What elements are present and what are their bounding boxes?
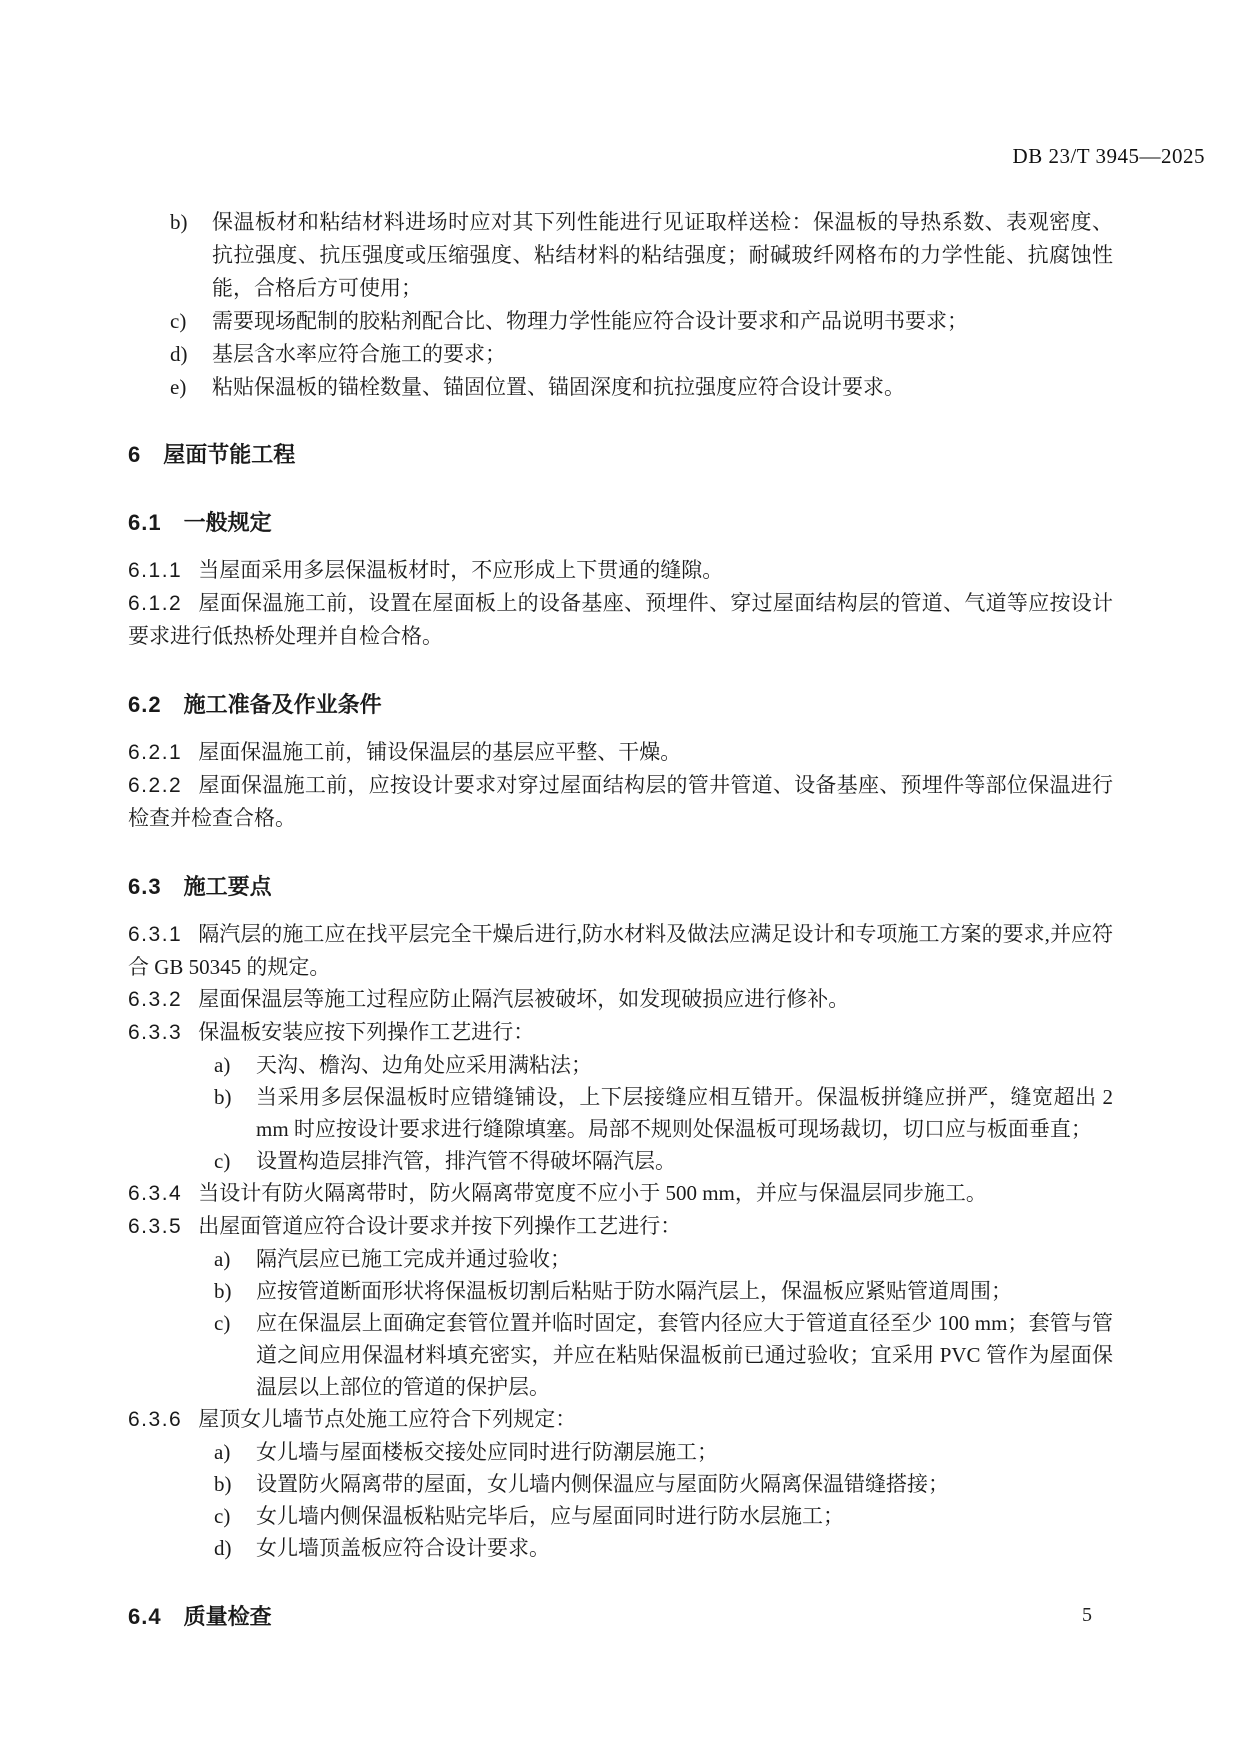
- item-label: d): [214, 1536, 232, 1560]
- list-item-b: [128, 1081, 1113, 1145]
- item-text: 当采用多层保温板时应错缝铺设，上下层接缝应相互错开。保温板拼缝应拼严，缝宽超出 2 mm 时应按设计要求进行缝隙填塞。局部不规则处保温板可现场裁切，切口应与板面垂直；: [256, 1085, 1113, 1141]
- section-6.1: [128, 508, 1113, 538]
- clause-number: 6.1.2: [128, 592, 183, 615]
- item-text: 女儿墙与屋面楼板交接处应同时进行防潮层施工；: [256, 1440, 718, 1464]
- item-text: 需要现场配制的胶粘剂配合比、物理力学性能应符合设计要求和产品说明书要求；: [212, 309, 968, 333]
- item-text: 粘贴保温板的锚栓数量、锚固位置、锚固深度和抗拉强度应符合设计要求。: [212, 375, 905, 399]
- item-label: b): [170, 210, 188, 234]
- heading-number: 6.3: [128, 874, 162, 899]
- item-label: c): [214, 1504, 231, 1528]
- item-text: 天沟、檐沟、边角处应采用满粘法；: [256, 1053, 592, 1077]
- clause-number: 6.3.4: [128, 1182, 183, 1205]
- doc-body: [0, 168, 1241, 1632]
- clause-number: 6.2.1: [128, 741, 183, 764]
- list-item-a: [128, 1049, 1113, 1081]
- clause-number: 6.3.1: [128, 923, 183, 946]
- item-label: e): [170, 375, 187, 399]
- section-6.2: [128, 690, 1113, 720]
- clause-number: 6.3.6: [128, 1408, 183, 1431]
- chapter-6: [128, 440, 1113, 470]
- list-item-b: [128, 1275, 1113, 1307]
- list-item-d: [128, 338, 1113, 371]
- item-text: 设置防火隔离带的屋面，女儿墙内侧保温应与屋面防火隔离保温错缝搭接；: [256, 1472, 949, 1496]
- item-text: 女儿墙内侧保温板粘贴完毕后，应与屋面同时进行防水层施工；: [256, 1504, 844, 1528]
- list-item-c: [128, 305, 1113, 338]
- list-item-e: [128, 371, 1113, 404]
- list-item-c: [128, 1500, 1113, 1532]
- clause-6.3.1: [128, 918, 1113, 983]
- item-text: 隔汽层应已施工完成并通过验收；: [256, 1247, 571, 1271]
- item-label: b): [214, 1279, 232, 1303]
- clause-6.2.1: [128, 736, 1113, 769]
- clause-6.3.5: [128, 1210, 1113, 1243]
- clause-text: 屋面保温施工前，铺设保温层的基层应平整、干燥。: [198, 740, 682, 764]
- list-item-c: [128, 1145, 1113, 1177]
- item-text: 设置构造层排汽管，排汽管不得破坏隔汽层。: [256, 1149, 676, 1173]
- item-label: b): [214, 1472, 232, 1496]
- item-label: b): [214, 1085, 232, 1109]
- heading-number: 6: [128, 442, 142, 467]
- clause-text: 屋面保温层等施工过程应防止隔汽层被破坏，如发现破损应进行修补。: [198, 987, 850, 1011]
- section-6.3: [128, 872, 1113, 902]
- item-label: a): [214, 1053, 231, 1077]
- clause-6.1.1: [128, 554, 1113, 587]
- list-item-b: [128, 206, 1113, 305]
- list-item-a: [128, 1243, 1113, 1275]
- clause-6.3.6: [128, 1403, 1113, 1436]
- heading-title: 施工准备及作业条件: [183, 692, 382, 717]
- item-label: a): [214, 1247, 231, 1271]
- list-item-b: [128, 1468, 1113, 1500]
- clause-text: 屋顶女儿墙节点处施工应符合下列规定：: [198, 1407, 577, 1431]
- clause-number: 6.3.5: [128, 1215, 183, 1238]
- item-text: 女儿墙顶盖板应符合设计要求。: [256, 1536, 550, 1560]
- clause-text: 屋面保温施工前，设置在屋面板上的设备基座、预埋件、穿过屋面结构层的管道、气道等应按设计要求进行低热桥处理并自检合格。: [128, 591, 1113, 648]
- heading-number: 6.2: [128, 692, 162, 717]
- item-text: 应在保温层上面确定套管位置并临时固定，套管内径应大于管道直径至少 100 mm；套管与管道之间应用保温材料填充密实，并应在粘贴保温板前已通过验收；宜采用 PVC 管作为屋面保温层以上部位的管道的保护层。: [256, 1311, 1113, 1399]
- clause-6.2.2: [128, 769, 1113, 834]
- clause-text: 出屋面管道应符合设计要求并按下列操作工艺进行：: [198, 1214, 682, 1238]
- page-number: 5: [1082, 1604, 1092, 1626]
- heading-title: 一般规定: [183, 510, 272, 535]
- clause-6.3.3: [128, 1016, 1113, 1049]
- list-item-c: [128, 1307, 1113, 1403]
- clause-6.1.2: [128, 587, 1113, 652]
- clause-text: 屋面保温施工前，应按设计要求对穿过屋面结构层的管井管道、设备基座、预埋件等部位保温进行检查并检查合格。: [128, 773, 1113, 830]
- clause-6.3.4: [128, 1177, 1113, 1210]
- clause-6.3.2: [128, 983, 1113, 1016]
- section-6.4: [128, 1602, 1113, 1632]
- item-label: c): [214, 1311, 231, 1335]
- heading-number: 6.1: [128, 510, 162, 535]
- clause-number: 6.3.2: [128, 988, 183, 1011]
- heading-title: 施工要点: [183, 874, 272, 899]
- clause-number: 6.3.3: [128, 1021, 183, 1044]
- clause-number: 6.2.2: [128, 774, 183, 797]
- item-label: d): [170, 342, 188, 366]
- list-item-a: [128, 1436, 1113, 1468]
- item-text: 保温板材和粘结材料进场时应对其下列性能进行见证取样送检：保温板的导热系数、表观密度、 抗拉强度、抗压强度或压缩强度、粘结材料的粘结强度；耐碱玻纤网格布的力学性能、抗腐蚀性能，合格后方可使用；: [212, 210, 1113, 300]
- clause-text: 隔汽层的施工应在找平层完全干燥后进行,防水材料及做法应满足设计和专项施工方案的要求,并应符合 GB 50345 的规定。: [128, 922, 1113, 979]
- heading-title: 屋面节能工程: [163, 442, 296, 467]
- item-label: a): [214, 1440, 231, 1464]
- item-text: 应按管道断面形状将保温板切割后粘贴于防水隔汽层上，保温板应紧贴管道周围；: [256, 1279, 1012, 1303]
- heading-number: 6.4: [128, 1604, 162, 1629]
- list-item-d: [128, 1532, 1113, 1564]
- item-label: c): [214, 1149, 231, 1173]
- item-label: c): [170, 309, 187, 333]
- clause-text: 当屋面采用多层保温板材时，不应形成上下贯通的缝隙。: [198, 558, 724, 582]
- heading-title: 质量检查: [183, 1604, 272, 1629]
- clause-text: 当设计有防火隔离带时，防火隔离带宽度不应小于 500 mm，并应与保温层同步施工。: [198, 1181, 987, 1205]
- item-text: 基层含水率应符合施工的要求；: [212, 342, 506, 366]
- clause-text: 保温板安装应按下列操作工艺进行：: [198, 1020, 535, 1044]
- clause-number: 6.1.1: [128, 559, 183, 582]
- doc-code-header: DB 23/T 3945—2025: [1012, 144, 1205, 168]
